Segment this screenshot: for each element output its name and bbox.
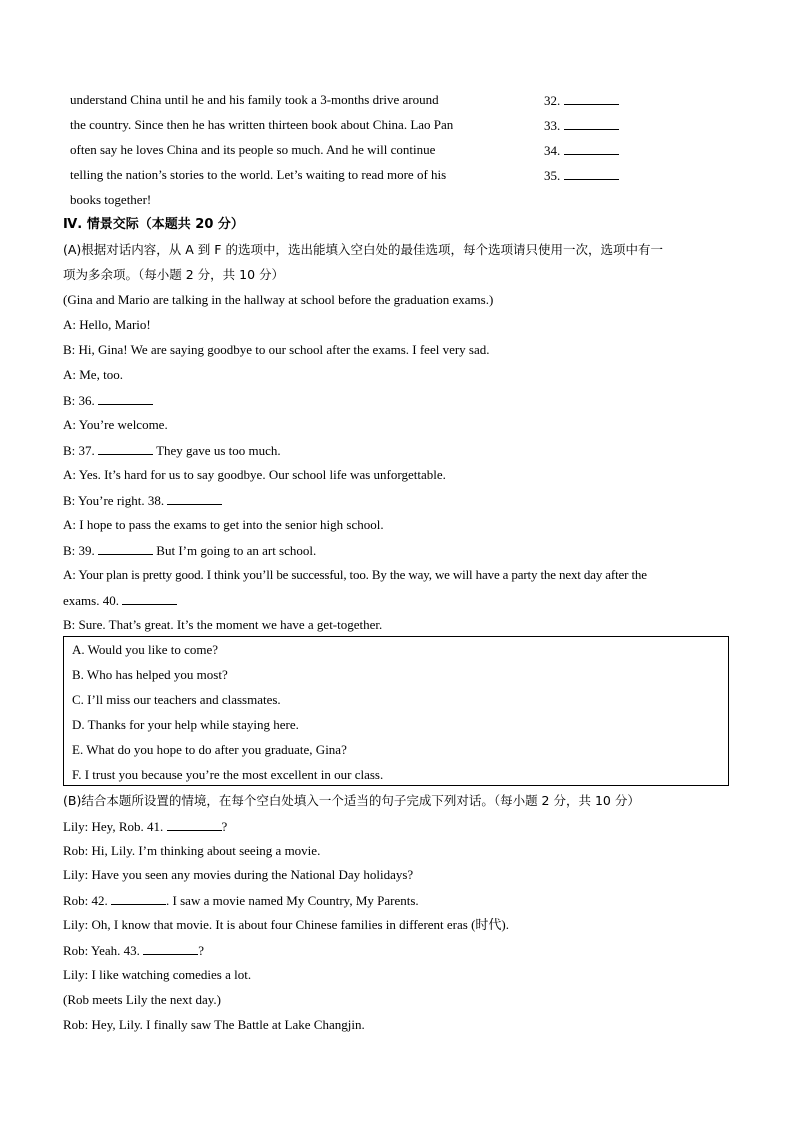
answer-blank-41[interactable] [167, 818, 222, 831]
answer-slot-35[interactable] [544, 167, 619, 184]
answer-blank[interactable] [564, 92, 619, 105]
options-box [63, 636, 729, 786]
dialogue-line: Lily: Have you seen any movies during the National Day holidays? [63, 867, 414, 882]
option-b: B. Who has helped you most? [72, 667, 228, 682]
option-a: A. Would you like to come? [72, 642, 219, 657]
answer-slot-33[interactable] [544, 117, 619, 134]
passage-line: telling the nation’s stories to the world. Let’s waiting to read more of his [70, 167, 447, 182]
passage-line: books together! [70, 192, 152, 207]
dialogue-text: ? [221, 819, 228, 834]
dialogue-line: B: Sure. That’s great. It’s the moment we have a get-together. [63, 617, 383, 632]
dialogue-text: Rob: Yeah. 43. [63, 943, 140, 958]
dialogue-context: (Rob meets Lily the next day.) [63, 992, 222, 1007]
dialogue-line: A: Hello, Mario! [63, 317, 151, 332]
dialogue-context: (Gina and Mario are talking in the hallway at school before the graduation exams.) [63, 292, 494, 307]
answer-blank-38[interactable] [167, 492, 222, 505]
part-a-instruction: (A)根据对话内容，从 A 到 F 的选项中，选出能填入空白处的最佳选项，每个选项请只使用一次，选项中有一 [63, 242, 663, 257]
option-e: E. What do you hope to do after you graduate, Gina? [72, 742, 347, 757]
dialogue-line: A: Me, too. [63, 367, 123, 382]
dialogue-line: B: Hi, Gina! We are saying goodbye to our school after the exams. I feel very sad. [63, 342, 490, 357]
section-heading: Ⅳ. 情景交际（本题共 20 分） [63, 217, 244, 232]
dialogue-line [63, 542, 316, 559]
answer-blank-39[interactable] [98, 542, 153, 555]
answer-blank[interactable] [564, 142, 619, 155]
answer-number: 35. [544, 168, 561, 183]
dialogue-text: exams. 40. [63, 593, 119, 608]
dialogue-line: Rob: Hi, Lily. I’m thinking about seeing a movie. [63, 843, 321, 858]
answer-blank[interactable] [564, 167, 619, 180]
dialogue-text: B: 36. [63, 393, 95, 408]
dialogue-line [63, 492, 222, 509]
answer-blank-40[interactable] [122, 592, 177, 605]
dialogue-line: Lily: Oh, I know that movie. It is about four Chinese families in different eras (时代). [63, 917, 509, 932]
passage-line: often say he loves China and its people so much. And he will continue [70, 142, 436, 157]
dialogue-line: A: You’re welcome. [63, 417, 168, 432]
option-f: F. I trust you because you’re the most excellent in our class. [72, 767, 384, 782]
option-c: C. I’ll miss our teachers and classmates. [72, 692, 281, 707]
dialogue-line: Rob: Hey, Lily. I finally saw The Battle at Lake Changjin. [63, 1017, 365, 1032]
dialogue-text: They gave us too much. [156, 443, 281, 458]
answer-number: 34. [544, 143, 561, 158]
dialogue-text: B: 39. [63, 543, 95, 558]
dialogue-text: B: You’re right. 38. [63, 493, 165, 508]
passage-line: understand China until he and his family took a 3-months drive around [70, 92, 439, 107]
answer-slot-34[interactable] [544, 142, 619, 159]
answer-blank-42[interactable] [111, 892, 166, 905]
dialogue-line [63, 892, 419, 909]
answer-blank-43[interactable] [143, 942, 198, 955]
dialogue-text: ? [198, 943, 204, 958]
dialogue-text: Lily: Hey, Rob. 41. [63, 819, 164, 834]
dialogue-line [63, 942, 204, 959]
answer-blank-37[interactable] [98, 442, 153, 455]
part-b-instruction: (B)结合本题所设置的情境，在每个空白处填入一个适当的句子完成下列对话。（每小题 2 分，共 10 分） [63, 793, 640, 808]
dialogue-line [63, 392, 153, 409]
dialogue-text: B: 37. [63, 443, 95, 458]
option-d: D. Thanks for your help while staying here. [72, 717, 299, 732]
answer-blank[interactable] [564, 117, 619, 130]
answer-number: 33. [544, 118, 561, 133]
dialogue-line: A: Your plan is pretty good. I think you’ll be successful, too. By the way, we will have a party the next day after the [63, 567, 647, 582]
dialogue-text: But I’m going to an art school. [156, 543, 317, 558]
dialogue-line: A: I hope to pass the exams to get into the senior high school. [63, 517, 384, 532]
dialogue-line [63, 818, 227, 835]
dialogue-text: . I saw a movie named My Country, My Parents. [166, 893, 419, 908]
answer-slot-32[interactable] [544, 92, 619, 109]
passage-line: the country. Since then he has written thirteen book about China. Lao Pan [70, 117, 454, 132]
answer-number: 32. [544, 93, 561, 108]
part-a-instruction: 项为多余项。（每小题 2 分，共 10 分） [63, 267, 285, 282]
dialogue-line: Lily: I like watching comedies a lot. [63, 967, 252, 982]
dialogue-line: A: Yes. It’s hard for us to say goodbye. Our school life was unforgettable. [63, 467, 446, 482]
answer-blank-36[interactable] [98, 392, 153, 405]
dialogue-line [63, 442, 281, 459]
dialogue-line [63, 592, 177, 609]
dialogue-text: Rob: 42. [63, 893, 108, 908]
